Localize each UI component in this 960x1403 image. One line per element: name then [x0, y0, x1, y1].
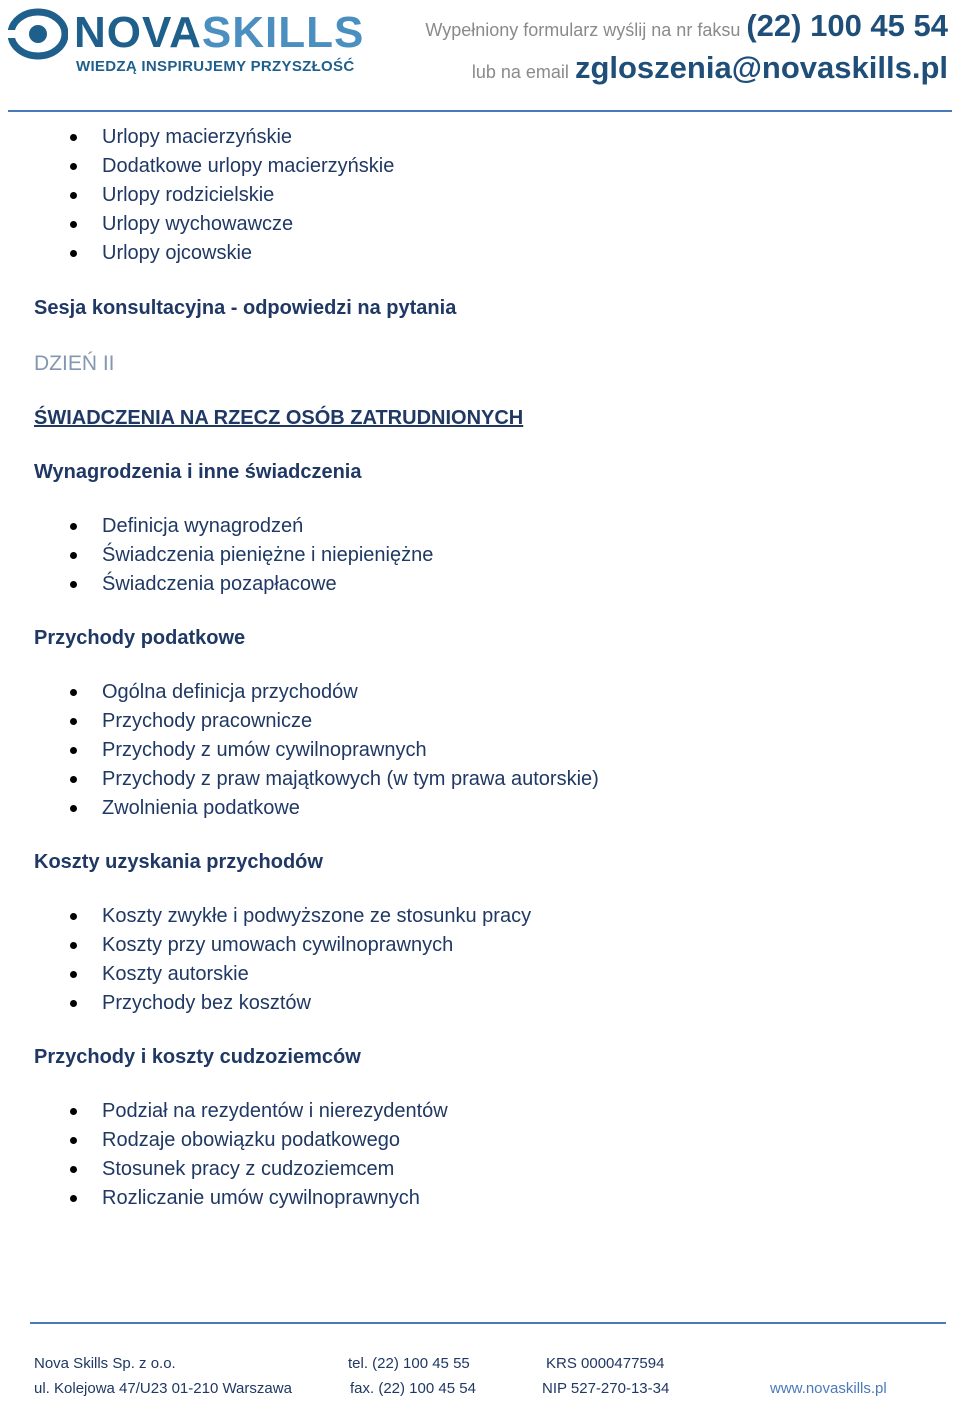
bullet-icon — [70, 913, 77, 920]
list-item-text: Przychody bez kosztów — [102, 992, 311, 1014]
group-heading-wynagrodzenia: Wynagrodzenia i inne świadczenia — [34, 461, 362, 483]
novaskills-logo — [8, 6, 365, 80]
list-item — [34, 989, 914, 1018]
list-item-text: Urlopy wychowawcze — [102, 213, 294, 235]
email-prefix: lub na email — [471, 62, 569, 82]
list-item — [34, 1126, 914, 1155]
email-contact — [472, 50, 948, 86]
list-item-text: Koszty zwykłe i podwyższone ze stosunku pracy — [102, 905, 532, 927]
list-item — [34, 931, 914, 960]
logo-word-skills: SKILLS — [201, 8, 365, 57]
list-item — [34, 570, 914, 599]
list-item-text: Przychody pracownicze — [102, 710, 313, 732]
bullet-icon — [70, 163, 77, 170]
list-item — [34, 152, 914, 181]
list-item-text: Dodatkowe urlopy macierzyńskie — [102, 155, 395, 177]
group-list-koszty — [34, 902, 914, 1018]
group-list-wynagrodzenia — [34, 512, 914, 599]
list-item — [34, 239, 914, 268]
list-item-text: Zwolnienia podatkowe — [102, 797, 300, 819]
list-item — [34, 902, 914, 931]
list-item — [34, 1097, 914, 1126]
page-footer — [34, 1354, 934, 1400]
email-link[interactable]: zgloszenia@novaskills.pl — [574, 50, 948, 85]
session-heading: Sesja konsultacyjna - odpowiedzi na pytania — [34, 297, 457, 319]
eye-logo-icon — [8, 8, 68, 60]
group-heading-cudzoziemcy: Przychody i koszty cudzoziemców — [34, 1046, 361, 1068]
bullet-icon — [70, 971, 77, 978]
footer-nip: NIP 527-270-13-34 — [542, 1380, 670, 1397]
fax-prefix: Wypełniony formularz wyślij na nr faksu — [425, 20, 741, 40]
bullet-icon — [70, 523, 77, 530]
bullet-icon — [70, 718, 77, 725]
footer-tel: tel. (22) 100 45 55 — [348, 1355, 470, 1372]
footer-company: Nova Skills Sp. z o.o. — [34, 1355, 176, 1372]
bullet-icon — [70, 134, 77, 141]
list-item-text: Definicja wynagrodzeń — [102, 515, 304, 537]
list-item — [34, 210, 914, 239]
list-item-text: Podział na rezydentów i nierezydentów — [102, 1100, 448, 1122]
list-item-text: Rodzaje obowiązku podatkowego — [102, 1129, 400, 1151]
bullet-icon — [70, 689, 77, 696]
list-item-text: Ogólna definicja przychodów — [102, 681, 358, 703]
bullet-icon — [70, 747, 77, 754]
list-item-text: Rozliczanie umów cywilnoprawnych — [102, 1187, 420, 1209]
page-header — [0, 0, 960, 114]
list-item — [34, 181, 914, 210]
list-item-text: Urlopy ojcowskie — [102, 242, 253, 264]
document-body — [34, 122, 914, 1213]
group-heading-przychody: Przychody podatkowe — [34, 627, 246, 649]
group-heading-koszty: Koszty uzyskania przychodów — [34, 851, 323, 873]
logo-wordmark — [74, 6, 364, 60]
leave-list — [34, 123, 914, 268]
list-item — [34, 678, 914, 707]
bullet-icon — [70, 1195, 77, 1202]
bullet-icon — [70, 776, 77, 783]
bullet-icon — [70, 942, 77, 949]
list-item-text: Koszty autorskie — [102, 963, 249, 985]
footer-website-link[interactable]: www.novaskills.pl — [770, 1380, 887, 1397]
bullet-icon — [70, 1137, 77, 1144]
day-heading: DZIEŃ II — [34, 352, 115, 375]
section-heading: ŚWIADCZENIA NA RZECZ OSÓB ZATRUDNIONYCH — [34, 407, 524, 429]
list-item — [34, 123, 914, 152]
list-item — [34, 512, 914, 541]
logo-word-nova: NOVA — [74, 8, 202, 57]
bullet-icon — [70, 1166, 77, 1173]
bullet-icon — [70, 552, 77, 559]
bullet-icon — [70, 805, 77, 812]
footer-fax: fax. (22) 100 45 54 — [350, 1380, 476, 1397]
bullet-icon — [70, 192, 77, 199]
bullet-icon — [70, 1108, 77, 1115]
list-item — [34, 541, 914, 570]
bullet-icon — [70, 581, 77, 588]
list-item — [34, 1184, 914, 1213]
list-item — [34, 794, 914, 823]
list-item-text: Koszty przy umowach cywilnoprawnych — [102, 934, 454, 956]
bullet-icon — [70, 1000, 77, 1007]
bullet-icon — [70, 221, 77, 228]
list-item-text: Przychody z praw majątkowych (w tym prawa autorskie) — [102, 768, 599, 790]
header-divider — [8, 110, 952, 112]
list-item-text: Stosunek pracy z cudzoziemcem — [102, 1158, 395, 1180]
list-item — [34, 960, 914, 989]
list-item-text: Świadczenia pieniężne i niepieniężne — [102, 544, 434, 566]
logo-tagline: WIEDZĄ INSPIRUJEMY PRZYSZŁOŚĆ — [76, 58, 355, 75]
fax-contact — [425, 8, 948, 44]
group-list-cudzoziemcy — [34, 1097, 914, 1213]
footer-address: ul. Kolejowa 47/U23 01-210 Warszawa — [34, 1380, 292, 1397]
list-item — [34, 707, 914, 736]
group-list-przychody — [34, 678, 914, 823]
bullet-icon — [70, 250, 77, 257]
list-item — [34, 765, 914, 794]
footer-krs: KRS 0000477594 — [546, 1355, 665, 1372]
footer-divider — [30, 1322, 946, 1324]
list-item-text: Przychody z umów cywilnoprawnych — [102, 739, 427, 761]
list-item-text: Urlopy macierzyńskie — [102, 126, 293, 148]
list-item — [34, 1155, 914, 1184]
list-item — [34, 736, 914, 765]
list-item-text: Świadczenia pozapłacowe — [102, 573, 337, 595]
fax-number: (22) 100 45 54 — [746, 8, 948, 43]
list-item-text: Urlopy rodzicielskie — [102, 184, 275, 206]
